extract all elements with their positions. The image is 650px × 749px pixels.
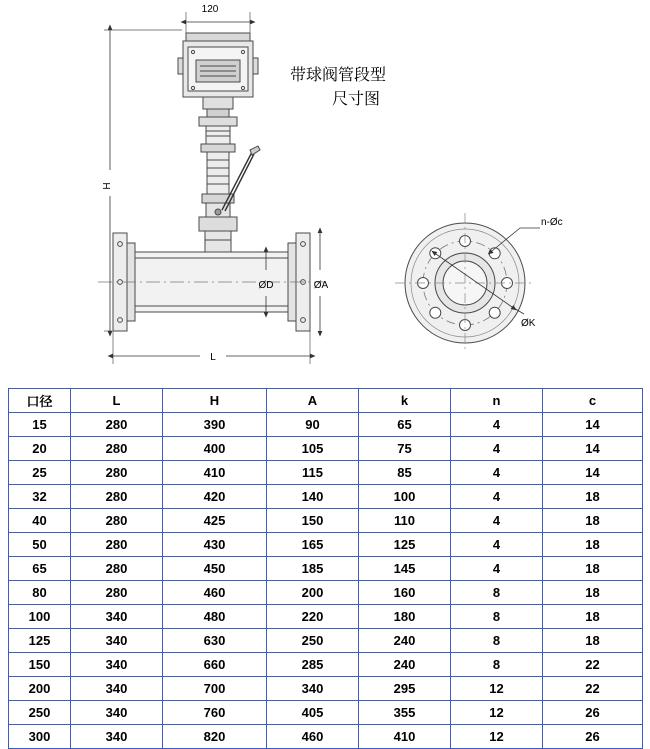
dim-top-width	[186, 12, 250, 36]
table-cell: 25	[9, 461, 71, 485]
table-cell: 4	[451, 533, 543, 557]
table-header-cell: A	[267, 389, 359, 413]
table-cell: 18	[543, 581, 643, 605]
table-cell: 150	[267, 509, 359, 533]
table-cell: 460	[163, 581, 267, 605]
table-cell: 355	[359, 701, 451, 725]
table-cell: 4	[451, 413, 543, 437]
table-cell: 240	[359, 629, 451, 653]
table-cell: 18	[543, 533, 643, 557]
table-cell: 80	[9, 581, 71, 605]
table-cell: 12	[451, 701, 543, 725]
table-cell: 145	[359, 557, 451, 581]
table-row	[9, 509, 643, 533]
table-cell: 110	[359, 509, 451, 533]
table-cell: 420	[163, 485, 267, 509]
table-cell: 160	[359, 581, 451, 605]
table-cell: 165	[267, 533, 359, 557]
table-cell: 8	[451, 629, 543, 653]
table-cell: 390	[163, 413, 267, 437]
table-row	[9, 677, 643, 701]
table-cell: 150	[9, 653, 71, 677]
table-cell: 280	[71, 557, 163, 581]
table-cell: 340	[71, 677, 163, 701]
table-cell: 4	[451, 557, 543, 581]
table-cell: 90	[267, 413, 359, 437]
table-cell: 22	[543, 677, 643, 701]
table-cell: 4	[451, 509, 543, 533]
table-cell: 4	[451, 437, 543, 461]
table-cell: 26	[543, 725, 643, 749]
table-row	[9, 653, 643, 677]
dim-label-diameter-a: ØA	[313, 280, 329, 291]
table-cell: 15	[9, 413, 71, 437]
table-cell: 285	[267, 653, 359, 677]
table-cell: 4	[451, 485, 543, 509]
table-cell: 50	[9, 533, 71, 557]
table-cell: 280	[71, 509, 163, 533]
table-cell: 430	[163, 533, 267, 557]
table-cell: 20	[9, 437, 71, 461]
table-header-cell: H	[163, 389, 267, 413]
dim-label-flange-circle: ØK	[521, 318, 536, 329]
table-cell: 400	[163, 437, 267, 461]
table-cell: 200	[9, 677, 71, 701]
table-cell: 18	[543, 557, 643, 581]
table-cell: 295	[359, 677, 451, 701]
table-cell: 65	[359, 413, 451, 437]
table-cell: 820	[163, 725, 267, 749]
table-cell: 450	[163, 557, 267, 581]
table-row	[9, 533, 643, 557]
table-cell: 340	[71, 725, 163, 749]
table-cell: 100	[359, 485, 451, 509]
table-cell: 125	[359, 533, 451, 557]
table-cell: 8	[451, 653, 543, 677]
flange-face-view	[395, 213, 540, 353]
table-cell: 65	[9, 557, 71, 581]
table-cell: 480	[163, 605, 267, 629]
diagram-title-line2: 尺寸图	[331, 91, 381, 108]
table-header-cell: L	[71, 389, 163, 413]
table-cell: 8	[451, 581, 543, 605]
table-cell: 32	[9, 485, 71, 509]
table-cell: 410	[163, 461, 267, 485]
table-cell: 185	[267, 557, 359, 581]
pipe-body	[98, 231, 325, 331]
table-cell: 40	[9, 509, 71, 533]
valve-stem-column	[199, 117, 237, 231]
table-row	[9, 437, 643, 461]
table-cell: 280	[71, 533, 163, 557]
dimension-spec-table	[8, 388, 643, 749]
table-row	[9, 725, 643, 749]
table-cell: 280	[71, 485, 163, 509]
diagram-title-line1: 带球阀管段型	[290, 67, 387, 84]
table-cell: 425	[163, 509, 267, 533]
table-cell: 250	[267, 629, 359, 653]
spec-table-container	[8, 388, 642, 749]
table-cell: 340	[267, 677, 359, 701]
table-cell: 22	[543, 653, 643, 677]
table-cell: 630	[163, 629, 267, 653]
table-cell: 700	[163, 677, 267, 701]
table-cell: 26	[543, 701, 643, 725]
table-cell: 105	[267, 437, 359, 461]
table-header-row	[9, 389, 643, 413]
table-cell: 200	[267, 581, 359, 605]
table-cell: 405	[267, 701, 359, 725]
table-row	[9, 461, 643, 485]
table-cell: 115	[267, 461, 359, 485]
table-row	[9, 581, 643, 605]
dim-label-length: L	[210, 352, 216, 363]
table-cell: 12	[451, 677, 543, 701]
table-cell: 660	[163, 653, 267, 677]
table-cell: 18	[543, 605, 643, 629]
table-row	[9, 701, 643, 725]
table-cell: 340	[71, 653, 163, 677]
table-cell: 12	[451, 725, 543, 749]
table-cell: 18	[543, 485, 643, 509]
dim-label-top-width: 120	[201, 4, 219, 15]
table-row	[9, 629, 643, 653]
table-cell: 410	[359, 725, 451, 749]
dim-label-height: H	[102, 182, 113, 190]
table-row	[9, 485, 643, 509]
table-cell: 180	[359, 605, 451, 629]
table-cell: 280	[71, 461, 163, 485]
table-cell: 75	[359, 437, 451, 461]
dim-label-diameter-d: ØD	[258, 280, 274, 291]
table-cell: 14	[543, 413, 643, 437]
table-header-cell: c	[543, 389, 643, 413]
table-cell: 280	[71, 437, 163, 461]
table-cell: 8	[451, 605, 543, 629]
table-row	[9, 557, 643, 581]
table-cell: 14	[543, 437, 643, 461]
table-cell: 340	[71, 605, 163, 629]
table-header-cell: 口径	[9, 389, 71, 413]
table-cell: 4	[451, 461, 543, 485]
table-cell: 125	[9, 629, 71, 653]
table-cell: 460	[267, 725, 359, 749]
table-cell: 250	[9, 701, 71, 725]
table-cell: 18	[543, 509, 643, 533]
table-header-cell: k	[359, 389, 451, 413]
table-cell: 220	[267, 605, 359, 629]
table-cell: 18	[543, 629, 643, 653]
table-cell: 85	[359, 461, 451, 485]
table-cell: 240	[359, 653, 451, 677]
table-cell: 300	[9, 725, 71, 749]
table-cell: 340	[71, 701, 163, 725]
table-cell: 340	[71, 629, 163, 653]
table-cell: 14	[543, 461, 643, 485]
table-cell: 760	[163, 701, 267, 725]
table-row	[9, 605, 643, 629]
table-cell: 280	[71, 581, 163, 605]
table-cell: 140	[267, 485, 359, 509]
table-cell: 280	[71, 413, 163, 437]
table-row	[9, 413, 643, 437]
table-header-cell: n	[451, 389, 543, 413]
table-cell: 100	[9, 605, 71, 629]
dim-label-flange-holes: n-Øc	[541, 217, 563, 228]
transmitter-housing	[178, 33, 258, 117]
